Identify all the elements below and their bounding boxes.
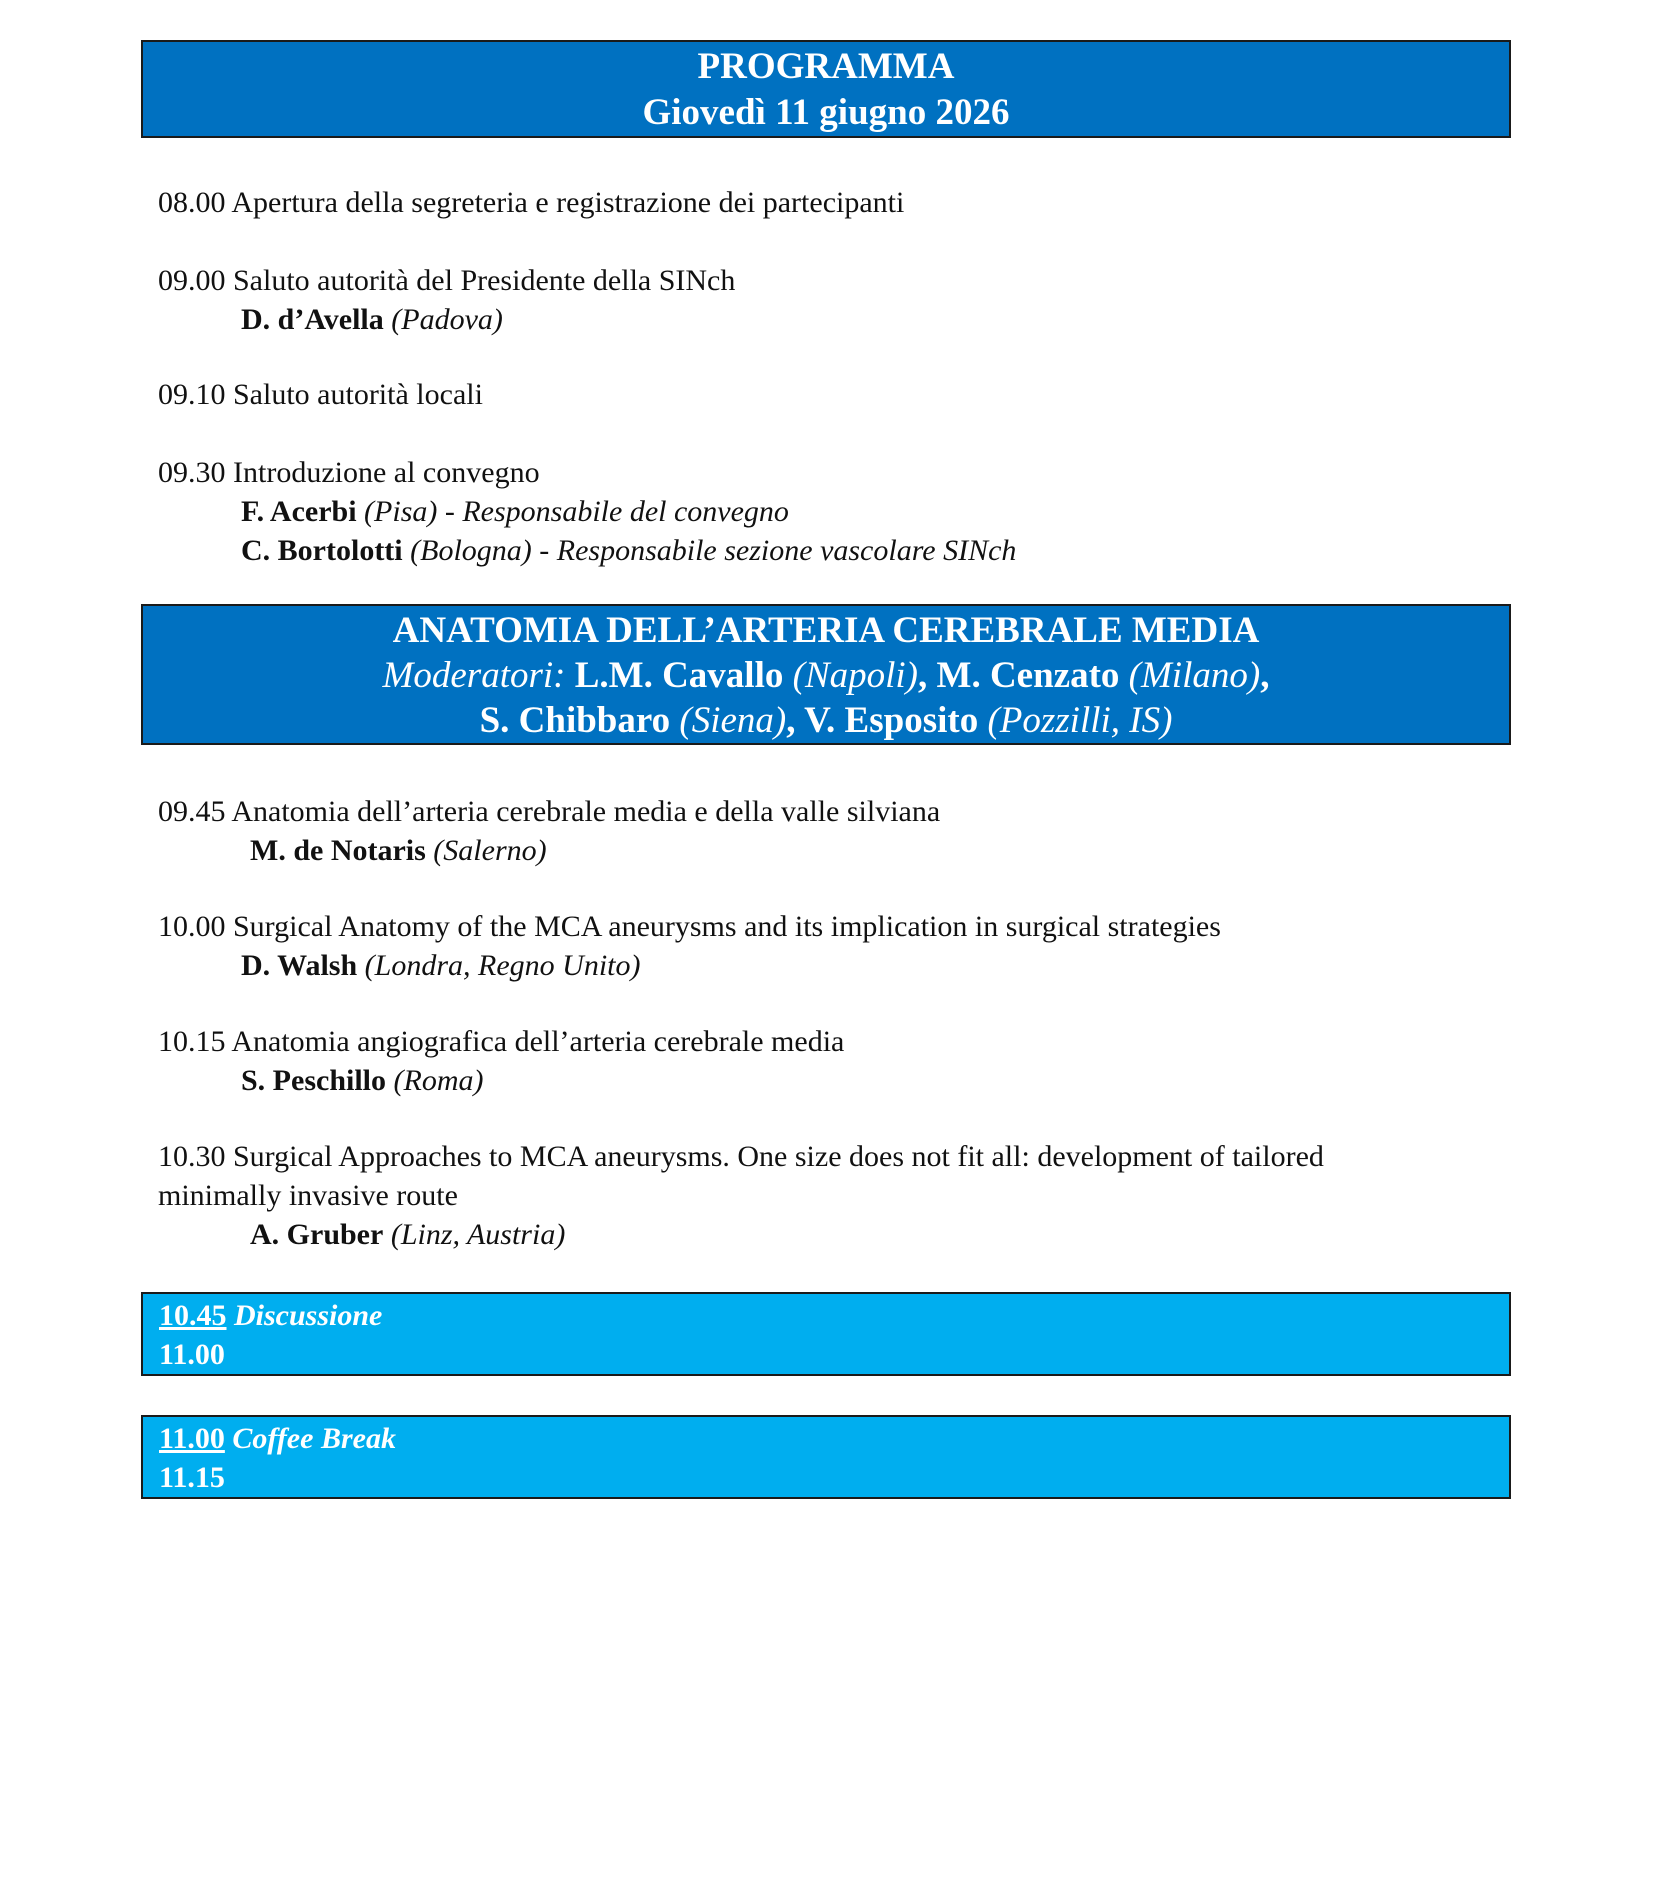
agenda-title: Saluto autorità locali xyxy=(233,378,483,411)
agenda-title: Apertura della segreteria e registrazione dei partecipanti xyxy=(231,186,905,219)
agenda-time: 09.00 xyxy=(158,264,226,297)
speaker-name: D. d’Avella xyxy=(241,303,384,336)
agenda-title: Anatomia dell’arteria cerebrale media e della valle silviana xyxy=(231,795,941,828)
break-line xyxy=(159,1419,1509,1458)
speaker-city: (Roma) xyxy=(393,1064,484,1097)
agenda-item-line xyxy=(158,1022,844,1061)
moderator-name: V. Esposito xyxy=(804,700,979,741)
agenda-title-continued: minimally invasive route xyxy=(158,1179,458,1212)
speaker-name: F. Acerbi xyxy=(241,495,357,528)
moderator-city: (Milano) xyxy=(1128,655,1261,696)
moderator-name: L.M. Cavallo xyxy=(574,655,784,696)
agenda-title: Surgical Approaches to MCA aneurysms. One size does not fit all: development of tailored xyxy=(233,1140,1324,1173)
agenda-item-line xyxy=(158,375,483,414)
moderator-name: S. Chibbaro xyxy=(479,700,671,741)
agenda-time: 09.10 xyxy=(158,378,226,411)
speaker-line xyxy=(158,946,1221,985)
agenda-title: Introduzione al convegno xyxy=(233,456,540,489)
moderator-city: (Pozzilli, IS) xyxy=(987,700,1173,741)
discussion-box xyxy=(141,1292,1511,1376)
agenda-item-0900 xyxy=(158,261,735,339)
agenda-item-0945 xyxy=(158,792,940,870)
program-date: Giovedì 11 giugno 2026 xyxy=(642,92,1010,133)
agenda-item-0910 xyxy=(158,375,483,414)
agenda-time: 10.30 xyxy=(158,1140,226,1173)
speaker-name: S. Peschillo xyxy=(241,1064,387,1097)
break-line xyxy=(159,1296,1509,1335)
agenda-item-line xyxy=(158,1137,1324,1176)
agenda-item-line xyxy=(158,792,940,831)
speaker-detail: (Pisa) - Responsabile del convegno xyxy=(364,495,789,528)
agenda-item-line xyxy=(158,907,1221,946)
speaker-name: A. Gruber xyxy=(250,1218,384,1251)
agenda-item-line xyxy=(158,183,904,222)
agenda-item-line xyxy=(158,453,1016,492)
agenda-item-0930 xyxy=(158,453,1016,570)
agenda-title: Anatomia angiografica dell’arteria cerebrale media xyxy=(231,1025,845,1058)
speaker-city: (Londra, Regno Unito) xyxy=(364,949,641,982)
speaker-detail: (Bologna) - Responsabile sezione vascolare SINch xyxy=(410,534,1017,567)
coffee-break-box xyxy=(141,1415,1511,1499)
agenda-time: 09.45 xyxy=(158,795,226,828)
program-header-banner xyxy=(141,40,1511,138)
break-end-time: 11.00 xyxy=(159,1338,225,1371)
speaker-city: (Padova) xyxy=(391,303,503,336)
break-end-time: 11.15 xyxy=(159,1461,225,1494)
speaker-line xyxy=(158,531,1016,570)
session-banner xyxy=(141,604,1511,745)
agenda-item-1000 xyxy=(158,907,1221,985)
session-title: ANATOMIA DELL’ARTERIA CEREBRALE MEDIA xyxy=(392,610,1260,651)
agenda-title: Saluto autorità del Presidente della SINch xyxy=(233,264,736,297)
moderator-name: M. Cenzato xyxy=(936,655,1120,696)
agenda-item-1015 xyxy=(158,1022,844,1100)
agenda-item-1030 xyxy=(158,1137,1324,1254)
break-start-time: 11.00 xyxy=(159,1422,225,1455)
speaker-line xyxy=(158,1061,844,1100)
speaker-name: M. de Notaris xyxy=(250,834,426,867)
agenda-time: 10.00 xyxy=(158,910,226,943)
break-label: Coffee Break xyxy=(232,1422,396,1455)
speaker-line xyxy=(158,492,1016,531)
agenda-item-0800 xyxy=(158,183,904,222)
moderator-city: (Napoli) xyxy=(792,655,919,696)
speaker-name: D. Walsh xyxy=(241,949,358,982)
speaker-city: (Salerno) xyxy=(433,834,547,867)
agenda-item-line xyxy=(158,261,735,300)
speaker-name: C. Bortolotti xyxy=(241,534,403,567)
agenda-time: 08.00 xyxy=(158,186,226,219)
moderators-line-1: Moderatori: L.M. Cavallo (Napoli), M. Cenzato (Milano), xyxy=(382,655,1270,696)
break-label: Discussione xyxy=(234,1299,383,1332)
agenda-time: 09.30 xyxy=(158,456,226,489)
program-title: PROGRAMMA xyxy=(697,46,955,87)
agenda-title: Surgical Anatomy of the MCA aneurysms and its implication in surgical strategies xyxy=(233,910,1221,943)
moderator-city: (Siena) xyxy=(679,700,787,741)
speaker-line xyxy=(158,831,940,870)
moderators-line-2: S. Chibbaro (Siena), V. Esposito (Pozzilli, IS) xyxy=(479,700,1173,741)
speaker-line xyxy=(158,300,735,339)
agenda-time: 10.15 xyxy=(158,1025,226,1058)
moderators-label: Moderatori: xyxy=(382,655,566,696)
speaker-city: (Linz, Austria) xyxy=(390,1218,566,1251)
break-start-time: 10.45 xyxy=(159,1299,227,1332)
speaker-line xyxy=(158,1215,1324,1254)
